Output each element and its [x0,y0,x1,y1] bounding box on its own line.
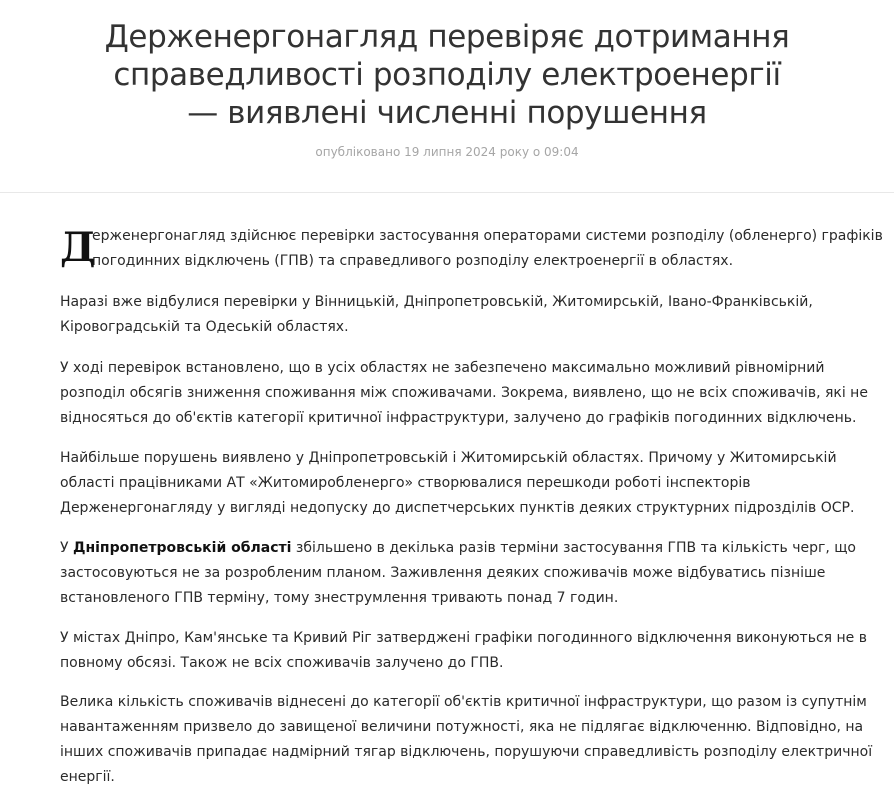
title-line: — виявлені численні порушення [187,95,707,131]
paragraph-intro [60,224,883,274]
bold-region-name: Дніпропетровській області [72,540,292,556]
paragraph-line: У містах Дніпро, Кам'янське та Кривий Ріг затверджені графіки погодинного відключення виконуються не в [60,630,867,646]
paragraph-inspections [60,290,813,340]
paragraph-critical-infrastructure [60,690,872,790]
title-line: Держенергонагляд перевіряє дотримання [104,19,790,55]
paragraph-line: погодинних відключень (ГПВ) та справедливого розподілу електроенергії в областях. [92,253,734,269]
paragraph-text: збільшено в декілька разів терміни застосування ГПВ та кількість черг, що [291,540,856,556]
paragraph-line: ерженергонагляд здійснює перевірки застосування операторами системи розподілу (обленерго) графіків [92,228,883,244]
paragraph-line [60,536,856,561]
article-title [60,18,834,132]
paragraph-line: області працівниками АТ «Житомиробленерго» створювалися перешкоди роботі інспекторів [60,475,751,491]
dropcap-letter: Д [60,224,96,271]
paragraph-line: навантаженням призвело до завищеної величини потужності, яка не підлягає відключенню. Відповідно, на [60,719,864,735]
paragraph-cities [60,626,867,676]
paragraph-line: Велика кількість споживачів віднесені до категорії об'єктів критичної інфраструктури, що разом із супутнім [60,694,867,710]
paragraph-line: Наразі вже відбулися перевірки у Вінницькій, Дніпропетровській, Житомирській, Івано-Франківській, [60,294,813,310]
paragraph-findings [60,356,868,431]
paragraph-line: енергії. [60,769,115,785]
paragraph-line: застосовуються не за розробленим планом. Заживлення деяких споживачів може відбуватись пізніше [60,565,826,581]
publish-date: опубліковано 19 липня 2024 року о 09:04 [315,145,579,159]
paragraph-line: повному обсязі. Також не всіх споживачів залучено до ГПВ. [60,655,504,671]
paragraph-line: розподіл обсягів зниження споживання між споживачами. Зокрема, виявлено, що не всіх споживачів, які не [60,385,868,401]
paragraph-violations [60,446,854,521]
paragraph-dnipro-region [60,536,856,611]
paragraph-line: інших споживачів припадає надмірний тягар відключень, порушуючи справедливість розподілу електричної [60,744,873,760]
paragraph-line: встановленого ГПВ терміну, тому знеструмлення тривають понад 7 годин. [60,590,619,606]
paragraph-line: відносяться до об'єктів категорії критичної інфраструктури, залучено до графіків погодинних відключень. [60,410,857,426]
paragraph-line: Найбільше порушень виявлено у Дніпропетровській і Житомирській областях. Причому у Житомирській [60,450,837,466]
paragraph-line: Кіровоградській та Одеській областях. [60,319,349,335]
paragraph-line: У ході перевірок встановлено, що в усіх областях не забезпечено максимально можливий рівномірний [60,360,825,376]
title-line: справедливості розподілу електроенергії [113,57,781,93]
paragraph-line: Держенергонагляду у вигляді недопуску до диспетчерських пунктів деяких структурних підрозділів ОСР. [60,500,855,516]
article-header [0,0,894,193]
paragraph-prefix: У [60,540,73,556]
